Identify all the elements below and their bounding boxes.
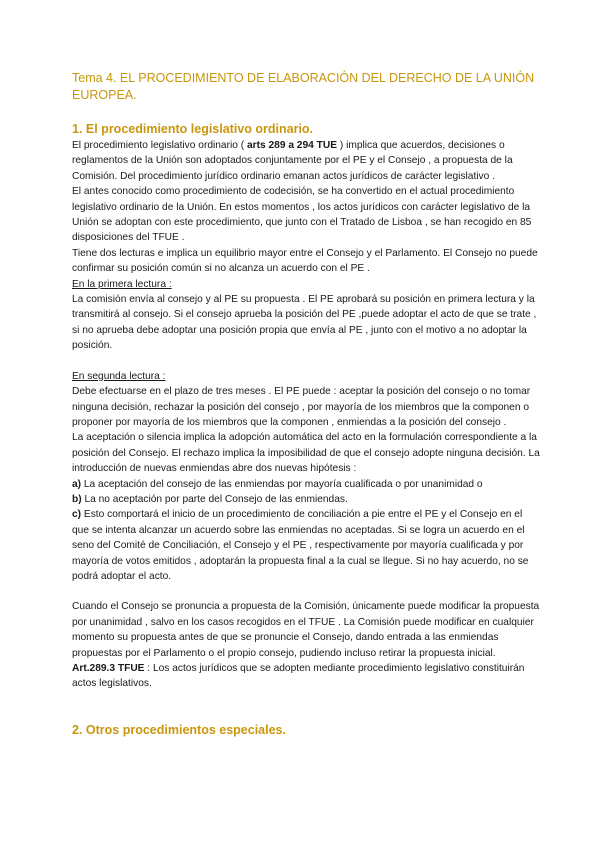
document-page <box>72 70 542 739</box>
paragraph-6: La aceptación o silencia implica la adopción automática del acto en la formulación correspondiente a la posición del Consejo. El rechazo implica la imposibilidad de que el consejo adopte ninguna decisión. La introducción de nuevas enmiendas abre dos nuevas hipótesis : <box>72 432 540 475</box>
article-289-3-text: : Los actos jurídicos que se adopten mediante procedimiento legislativo constituirán actos legislativos. <box>72 663 525 690</box>
hypothesis-a-label: a) <box>72 478 82 490</box>
paragraph-1-end: ) implica que acuerdos, decisiones o reglamentos de la Unión son adoptados conjuntamente por el PE y el Consejo , a propuesta de la Comisión. Del procedimiento jurídico ordinario emanan actos jurídicos de carácter legislativo . <box>72 140 513 182</box>
paragraph-7: Cuando el Consejo se pronuncia a propuesta de la Comisión, únicamente puede modificar la propuesta por unanimidad , salvo en los casos recogidos en el TFUE . La Comisión puede modificar en cualquier momento su propuesta antes de que se pronuncie el Consejo, dando entrada a las enmiendas propuestas por el Parlamento o el propio consejo, pudiendo incluso retirar la propuesta inicial. <box>72 601 540 659</box>
paragraph-3: Tiene dos lecturas e implica un equilibrio mayor entre el Consejo y el Parlamento. El Consejo no puede confirmar su posición común si no alcanza un acuerdo con el PE . <box>72 247 538 275</box>
hypothesis-b-label: b) <box>72 493 82 505</box>
second-reading-label: En segunda lectura : <box>72 370 166 382</box>
article-289-3 <box>72 661 542 692</box>
hypothesis-a <box>72 477 542 492</box>
articles-reference: arts 289 a 294 TUE <box>246 140 338 151</box>
paragraph-1-start: El procedimiento legislativo ordinario ( <box>72 140 247 151</box>
hypothesis-c-label: c) <box>72 509 82 521</box>
hypothesis-b <box>72 492 542 507</box>
first-reading-label: En la primera lectura : <box>72 278 172 290</box>
section-2-heading: 2. Otros procedimientos especiales. <box>72 722 286 737</box>
hypothesis-c-text: Esto comportará el inicio de un procedimiento de conciliación a pie entre el PE y el Consejo en el que se intenta alcanzar un acuerdo sobre las enmiendas no aceptadas. Si se logra un acuerdo en el seno del Comité de Conciliación, el Consejo y el PE , respectivamente por mayoría cualificada y por mayoría de votos emitidos , adoptarán la propuesta final a la cual se llegue. Si no hay acuerdo, no se podrá adoptar el acto. <box>72 509 529 582</box>
paragraph-2: El antes conocido como procedimiento de codecisión, se ha convertido en el actual procedimiento legislativo ordinario de la Unión. En estos momentos , los actos jurídicos con carácter legislativo de la Unión se adoptan con este procedimiento, que junto con el Tratado de Lisboa , se han recogido en 85 disposiciones del TFUE . <box>72 186 532 244</box>
paragraph-1 <box>72 138 542 184</box>
hypothesis-a-text: La aceptación del consejo de las enmiendas por mayoría cualificada o por unanimidad o <box>81 478 483 490</box>
section-1-heading: 1. El procedimiento legislativo ordinario. <box>72 122 314 136</box>
hypothesis-b-text: La no aceptación por parte del Consejo de las enmiendas. <box>81 493 348 505</box>
document-title: Tema 4. EL PROCEDIMIENTO DE ELABORACIÓN DEL DERECHO DE LA UNIÓN EUROPEA. <box>72 71 535 102</box>
paragraph-4: La comisión envía al consejo y al PE su propuesta . El PE aprobará su posición en primera lectura y la transmitirá al consejo. Si el consejo aprueba la posición del PE ,puede adoptar el acto de que se trate , si no aprueba debe adoptar una posición propia que envía al PE , junto con el motivo a no adoptar la posición. <box>72 294 537 352</box>
paragraph-5: Debe efectuarse en el plazo de tres meses . El PE puede : aceptar la posición del consejo o no tomar ninguna decisión, rechazar la posición del consejo , por mayoría de los miembros que la componen o proponer por mayoría de los miembros que la componen , enmiendas a la posición del consejo . <box>72 386 531 428</box>
article-289-3-label: Art.289.3 TFUE <box>72 663 145 674</box>
hypothesis-c <box>72 507 542 584</box>
